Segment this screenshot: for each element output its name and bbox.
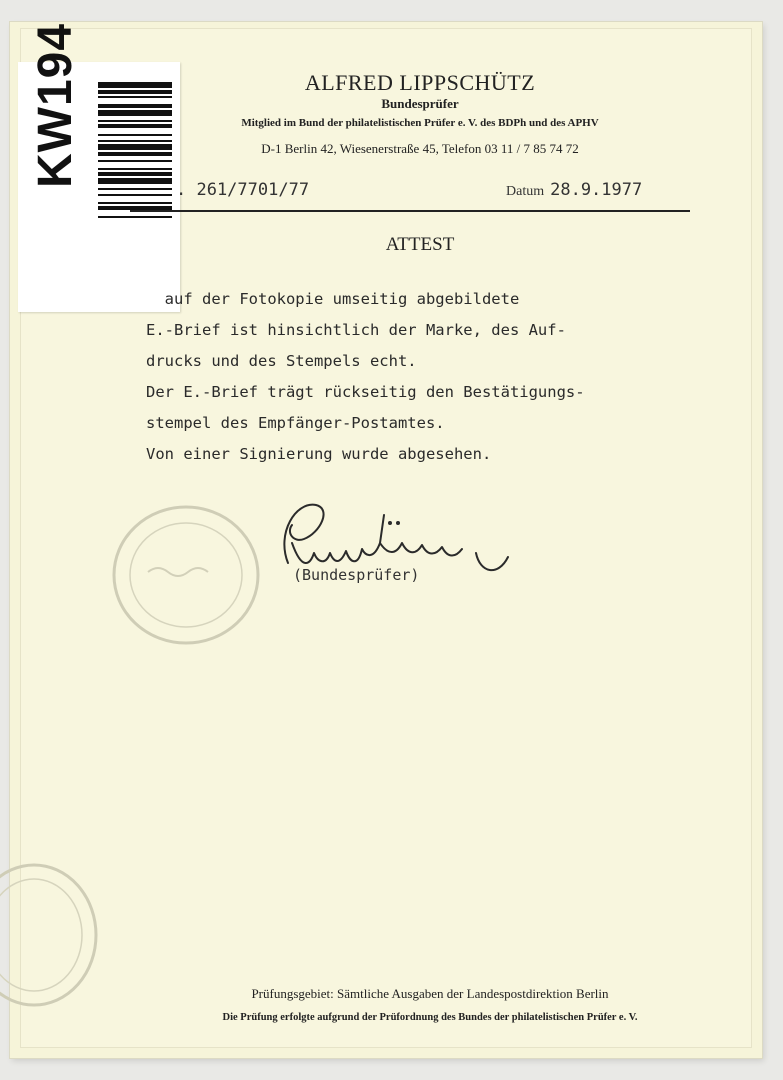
label-code: KW194: [29, 22, 82, 188]
body-line: Von einer Signierung wurde abgesehen.: [146, 445, 492, 463]
footer-regulation: Die Prüfung erfolgte aufgrund der Prüfordnung des Bundes der philatelistischen Prüfer e. V.: [222, 1012, 638, 1023]
date-label: Datum: [506, 184, 545, 199]
body-line: drucks und des Stempels echt.: [146, 352, 417, 370]
body-line: stempel des Empfänger-Postamtes.: [146, 414, 445, 432]
embossed-stamp-1: [108, 500, 264, 650]
body-line: Der E.-Brief trägt rückseitig den Bestätigungs-: [146, 383, 585, 401]
attest-heading: ATTEST: [385, 234, 455, 255]
signature-caption: (Bundesprüfer): [293, 566, 420, 584]
examiner-name: ALFRED LIPPSCHÜTZ: [304, 70, 536, 95]
body-line: auf der Fotokopie umseitig abgebildete: [146, 290, 520, 308]
embossed-stamp-2: [0, 860, 110, 1010]
reference-number: . 261/7701/77: [176, 180, 310, 200]
barcode: [98, 82, 172, 296]
date-value: 28.9.1977: [550, 180, 643, 200]
membership-line: Mitglied im Bund der philatelistischen Prüfer e. V. des BDPh und des APHV: [241, 117, 599, 129]
attest-body: [146, 290, 726, 476]
footer-scope: Prüfungsgebiet: Sämtliche Ausgaben der Landespostdirektion Berlin: [251, 986, 609, 1001]
body-line: E.-Brief ist hinsichtlich der Marke, des Auf-: [146, 321, 566, 339]
header-rule: [130, 210, 690, 212]
examiner-title: Bundesprüfer: [381, 96, 459, 111]
address-line: D-1 Berlin 42, Wiesenerstraße 45, Telefon 03 11 / 7 85 74 72: [261, 141, 579, 156]
date-field: [506, 180, 642, 200]
